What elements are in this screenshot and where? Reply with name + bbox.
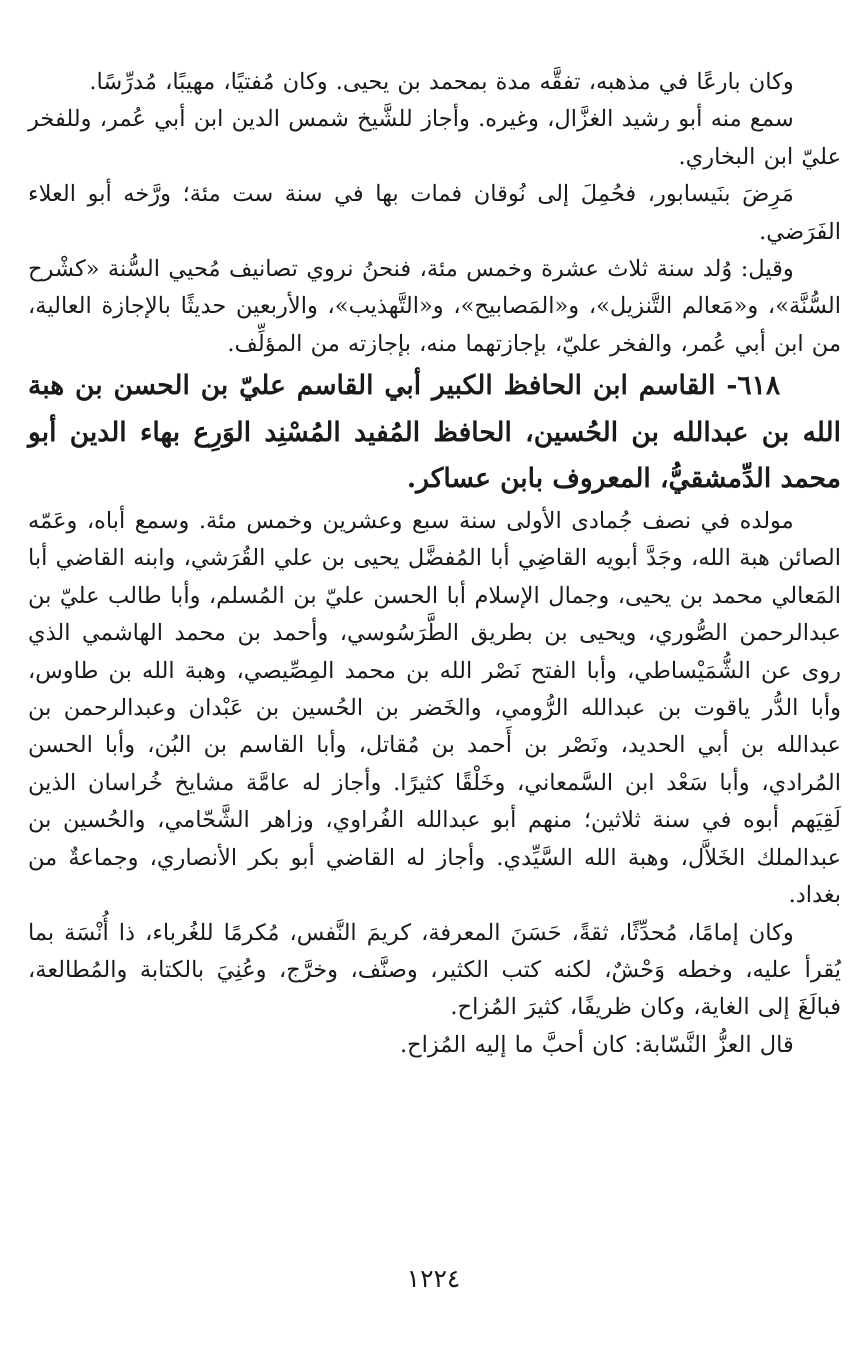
paragraph: مولده في نصف جُمادى الأولى سنة سبع وعشرين وخمس مئة. وسمع أباه، وعَمّه الصائن هبة الله، وجَدَّ أبويه القاضِي أبا المُفضَّل يحيى بن علي القُرَشي، وابنه القاضي أبا المَعالي محمد بن يحيى، وجمال الإسلام أبا الحسن عليّ بن المُسلم، وأبا طالب عليّ بن عبدالرحمن الصُّوري، ويحيى بن بطريق الطَّرَسُوسي، وأحمد بن محمد الهاشمي الذي روى عن الشُّمَيْساطي، وأبا الفتح نَصْر الله بن محمد المِصِّيصي، وهبة الله بن طاوس، وأبا الدُّر ياقوت بن عبدالله الرُّومي، والخَضر بن الحُسين بن عَبْدان وعبدالرحمن بن عبدالله بن أبي الحديد، ونَصْر بن أَحمد بن مُقاتل، وأبا القاسم بن البُن، وأبا الحسن المُرادي، وأبا سَعْد ابن السَّمعاني، وخَلْقًا كثيرًا. وأجاز له عامَّة مشايخ خُراسان الذين لَقِيَهم أبوه في سنة ثلاثين؛ منهم أبو عبدالله الفُراوي، وزاهر الشَّحّامي، والحُسين بن عبدالملك الخَلاَّل، وهبة الله السَّيِّدي. وأجاز له القاضي أبو بكر الأنصاري، وجماعةٌ من بغداد. <box>28 508 841 909</box>
page-number: ١٢٢٤ <box>406 1264 461 1293</box>
paragraph: مَرِضَ بنَيسابور، فحُمِلَ إلى نُوقان فمات بها في سنة ست مئة؛ ورَّخه أبو العلاء الفَرَضي. <box>28 181 841 245</box>
paragraph: وكان بارعًا في مذهبه، تفقَّه مدة بمحمد بن يحيى. وكان مُفتيًا، مهيبًا، مُدرِّسًا. <box>89 69 794 95</box>
paragraph: قال العزُّ النَّسّابة: كان أحبَّ ما إليه المُزاح. <box>399 1031 794 1058</box>
paragraph: وكان إمامًا، مُحدِّثًا، ثقةً، حَسَنَ المعرفة، كريمَ النَّفس، مُكرمًا للغُرباء، ذا أُنْسَة بما يُقرأ عليه، وخطه وَحْشٌ، لكنه كتب الكثير، وصنَّف، وخرَّج، وعُنِيَ بالكتابة والمُطالعة، فبالَغَ إلى الغاية، وكان ظريفًا، كثيرَ المُزاح. <box>28 919 841 1021</box>
entry-heading: ٦١٨- القاسم ابن الحافظ الكبير أبي القاسم عليّ بن الحسن بن هبة الله بن عبدالله بن الحُسين، الحافظ المُفيد المُسْنِد الوَرِع بهاء الدين أبو محمد الدِّمشقيُّ، المعروف بابن عساكر. <box>28 370 841 495</box>
paragraph: وقيل: وُلد سنة ثلاث عشرة وخمس مئة، فنحنُ نروي تصانيف مُحيي السُّنة «كشْرح السُّنَّة»، و«مَعالم التَّنزيل»، و«المَصابيح»، و«التَّهذيب»، والأربعين حديثًا بالإجازة العالية، من ابن أبي عُمر، والفخر عليّ، بإجازتهما منه، بإجازته من المؤلِّف. <box>28 256 841 357</box>
paragraph: سمع منه أبو رشيد الغزَّال، وغيره. وأجاز للشَّيخ شمس الدين ابن أبي عُمر، وللفخر عليّ ابن البخاري. <box>28 106 841 170</box>
text-body <box>28 64 841 1064</box>
